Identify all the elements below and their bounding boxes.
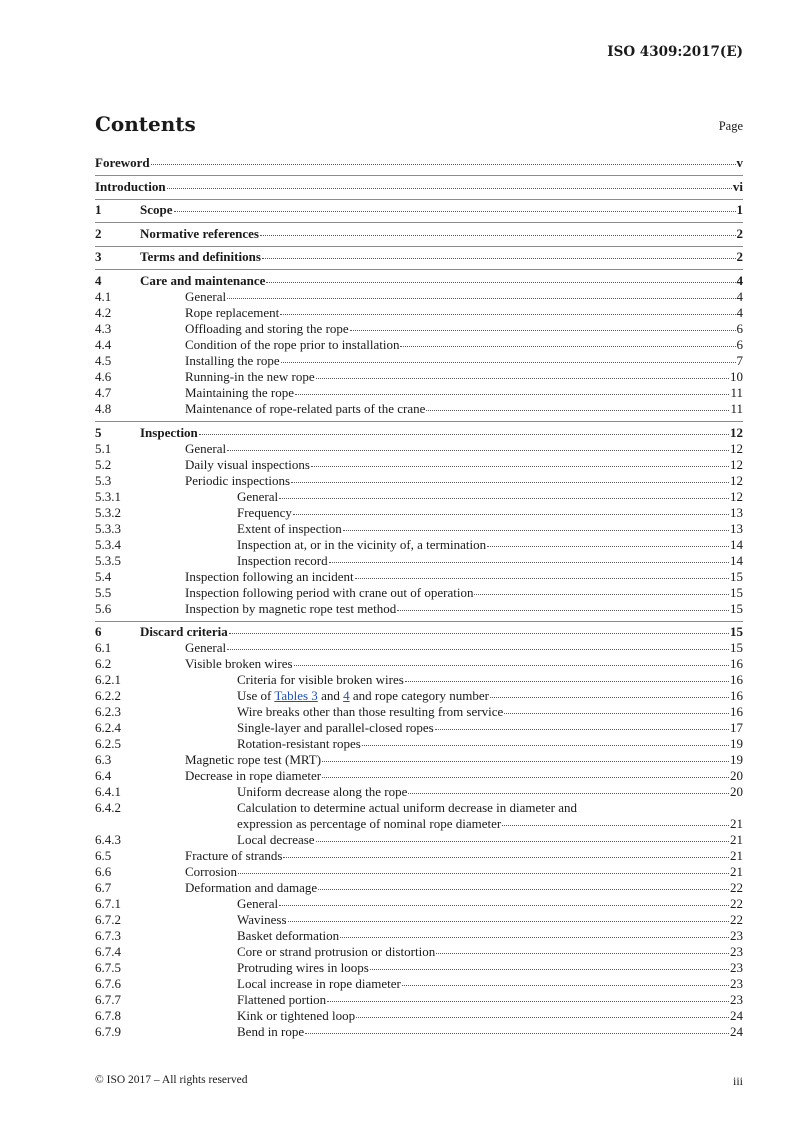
toc-entry-number: 5.3.4	[95, 536, 121, 552]
dot-leader	[266, 282, 735, 283]
toc-entry[interactable]	[95, 369, 743, 385]
toc-entry[interactable]	[95, 704, 743, 720]
toc-entry-page: 15	[730, 640, 743, 656]
dot-leader	[316, 378, 729, 379]
toc-entry-title: Maintenance of rope-related parts of the crane	[185, 400, 426, 416]
toc-entry-title: General	[237, 896, 279, 912]
toc-entry-page: 12	[730, 488, 743, 504]
toc-entry-page: 15	[730, 600, 743, 616]
dot-leader	[436, 953, 729, 954]
toc-entry-page: 14	[730, 552, 743, 568]
dot-leader	[167, 188, 732, 189]
toc-entry-number: 2	[95, 225, 102, 241]
toc-entry-title: Basket deformation	[237, 928, 340, 944]
toc-entry-number: 6.7.3	[95, 928, 121, 944]
toc-section-entry[interactable]	[95, 425, 743, 441]
dot-leader	[262, 258, 736, 259]
toc-entry-title: Protruding wires in loops	[237, 960, 369, 976]
toc-entry-number: 6.7.7	[95, 992, 121, 1008]
toc-entry-page: 16	[730, 656, 743, 672]
toc-entry-page: 20	[730, 784, 743, 800]
toc-entry-page: v	[736, 155, 743, 170]
toc-entry-page: 22	[730, 912, 743, 928]
toc-entry-number: 5	[95, 424, 102, 440]
dot-leader	[291, 482, 729, 483]
toc-entry-page: 23	[730, 992, 743, 1008]
toc-entry-title: Daily visual inspections	[185, 456, 310, 472]
toc-entry-number: 5.3.1	[95, 488, 121, 504]
dot-leader	[229, 633, 729, 634]
toc-entry[interactable]	[95, 992, 743, 1008]
toc-entry-page: 14	[730, 536, 743, 552]
toc-entry[interactable]	[95, 800, 743, 816]
toc-entry-page: 17	[730, 720, 743, 736]
toc-entry-title: Bend in rope	[237, 1024, 305, 1040]
toc-entry[interactable]	[95, 656, 743, 672]
toc-entry[interactable]	[95, 784, 743, 800]
toc-entry-number: 6.7.2	[95, 912, 121, 928]
toc-entry-title: Rotation-resistant ropes	[237, 736, 361, 752]
toc-entry-page: 12	[730, 424, 743, 440]
toc-entry[interactable]	[95, 752, 743, 768]
dot-leader	[355, 578, 729, 579]
toc-entry[interactable]	[95, 640, 743, 656]
toc-entry-page: 19	[730, 752, 743, 768]
dot-leader	[435, 729, 729, 730]
dot-leader	[295, 394, 729, 395]
toc-entry-title: General	[237, 488, 279, 504]
toc-entry-title: Waviness	[237, 912, 287, 928]
toc-entry-number: 6.7	[95, 880, 112, 896]
toc-entry-number: 4.7	[95, 384, 112, 400]
toc-entry[interactable]	[95, 553, 743, 569]
dot-leader	[327, 1001, 729, 1002]
toc-entry-title: Rope replacement	[185, 304, 280, 320]
toc-entry-title: Calculation to determine actual uniform decrease in diameter and	[237, 800, 578, 816]
toc-entry-title: Core or strand protrusion or distortion	[237, 944, 436, 960]
toc-entry[interactable]	[95, 441, 743, 457]
toc-entry-number: 5.1	[95, 440, 112, 456]
dot-leader	[280, 314, 735, 315]
toc-entry-page: 23	[730, 944, 743, 960]
toc-entry-number: 6.4	[95, 768, 112, 784]
toc-entry-number: 6.2.5	[95, 736, 121, 752]
toc-entry-number: 4.5	[95, 352, 112, 368]
toc-entry-title: Care and maintenance	[140, 272, 266, 288]
toc-entry-page: 15	[730, 584, 743, 600]
toc-entry[interactable]	[95, 585, 743, 601]
dot-leader	[305, 1033, 729, 1034]
toc-entry[interactable]	[95, 880, 743, 896]
dot-leader	[279, 498, 729, 499]
toc-entry-number: 4.8	[95, 400, 112, 416]
toc-entry-title: Inspection	[140, 424, 198, 440]
toc-entry-page: 21	[730, 816, 743, 832]
toc-section-entry[interactable]	[95, 155, 743, 171]
dot-leader	[356, 1017, 729, 1018]
table-4-link[interactable]: 4	[343, 688, 350, 704]
toc-entry-number: 6.2.4	[95, 720, 121, 736]
toc-entry-number: 6.1	[95, 640, 112, 656]
toc-entry-number: 6.3	[95, 752, 112, 768]
toc-entry-page: 11	[730, 400, 743, 416]
dot-leader	[318, 889, 729, 890]
toc-entry-title: Inspection at, or in the vicinity of, a termination	[237, 536, 487, 552]
toc-entry-page: 24	[730, 1008, 743, 1024]
toc-entry-page: 10	[730, 368, 743, 384]
toc-entry-number: 6	[95, 624, 102, 640]
toc-entry-title: Discard criteria	[140, 624, 228, 640]
toc-entry-number: 4.1	[95, 288, 112, 304]
toc-entry-number: 6.7.1	[95, 896, 121, 912]
toc-section-entry[interactable]	[95, 226, 743, 242]
toc-entry-number: 6.6	[95, 864, 112, 880]
dot-leader	[283, 857, 729, 858]
toc-entry-number: 6.7.6	[95, 976, 121, 992]
toc-entry-number: 4.2	[95, 304, 112, 320]
toc-entry[interactable]	[95, 353, 743, 369]
dot-leader	[174, 211, 736, 212]
toc-entry-title: Frequency	[237, 504, 292, 520]
toc-entry-title: Installing the rope	[185, 352, 280, 368]
dot-leader	[227, 450, 729, 451]
page-number: iii	[732, 1074, 743, 1088]
toc-entry-page: 23	[730, 976, 743, 992]
toc-entry-title: Fracture of strands	[185, 848, 283, 864]
toc-entry-number: 6.2.3	[95, 704, 121, 720]
toc-entry-number: 6.4.1	[95, 784, 121, 800]
toc-entry-page: 21	[730, 832, 743, 848]
toc-entry-title: Inspection record	[237, 552, 328, 568]
toc-entry-number: 6.4.2	[95, 800, 121, 816]
toc-entry-title: Deformation and damage	[185, 880, 318, 896]
toc-entry[interactable]	[95, 960, 743, 976]
toc-entry-page: 20	[730, 768, 743, 784]
dot-leader	[502, 825, 729, 826]
dot-leader	[408, 793, 729, 794]
toc-entry-title: Single-layer and parallel-closed ropes	[237, 720, 434, 736]
toc-entry-title: Maintaining the rope	[185, 384, 295, 400]
toc-entry-title: Foreword	[95, 155, 150, 170]
dot-leader	[400, 346, 735, 347]
toc-entry-page: 22	[730, 896, 743, 912]
dot-leader	[322, 761, 729, 762]
toc-entry[interactable]	[95, 864, 743, 880]
toc-entry[interactable]	[95, 928, 743, 944]
toc-entry-number: 5.3.3	[95, 520, 121, 536]
toc-entry-page: 21	[730, 864, 743, 880]
toc-entry-title: Scope	[140, 202, 173, 218]
toc-entry-title: Wire breaks other than those resulting from service	[237, 704, 504, 720]
document-id: ISO 4309:2017(E)	[607, 44, 743, 60]
dot-leader	[370, 969, 729, 970]
dot-leader	[238, 873, 729, 874]
toc-entry-title: Offloading and storing the rope	[185, 320, 349, 336]
dot-leader	[362, 745, 729, 746]
toc-entry-page: 21	[730, 848, 743, 864]
toc-entry[interactable]	[95, 768, 743, 784]
dot-leader	[316, 841, 729, 842]
toc-entry[interactable]	[95, 672, 743, 688]
dot-leader	[294, 665, 729, 666]
toc-entry-number: 5.5	[95, 584, 112, 600]
toc-entry-number: 6.7.4	[95, 944, 121, 960]
toc-entry-page: 4	[736, 272, 743, 288]
toc-entry-title: Kink or tightened loop	[237, 1008, 356, 1024]
toc-entry[interactable]	[95, 848, 743, 864]
toc-entry-page: 2	[736, 249, 743, 265]
toc-entry-title: Running-in the new rope	[185, 368, 315, 384]
toc-entry-page: 15	[730, 568, 743, 584]
toc-entry-number: 3	[95, 249, 102, 265]
toc-entry-title: Inspection following an incident	[185, 568, 354, 584]
dot-leader	[279, 905, 729, 906]
toc-entry-page: 13	[730, 520, 743, 536]
toc-entry-title: Condition of the rope prior to installation	[185, 336, 400, 352]
dot-leader	[227, 298, 735, 299]
toc-entry-page: 12	[730, 440, 743, 456]
dot-leader	[322, 777, 729, 778]
toc-entry-title: Uniform decrease along the rope	[237, 784, 408, 800]
toc-entry[interactable]	[95, 289, 743, 305]
toc-entry-number: 5.3.5	[95, 552, 121, 568]
toc-entry-number: 6.7.9	[95, 1024, 121, 1040]
toc-entry[interactable]	[95, 337, 743, 353]
toc-entry-number: 5.2	[95, 456, 112, 472]
toc-entry-page: 4	[736, 288, 743, 304]
toc-entry-page: 7	[736, 352, 743, 368]
toc-section-entry[interactable]	[95, 202, 743, 218]
toc-entry-title: Introduction	[95, 178, 166, 194]
toc-entry-page: vi	[732, 178, 743, 194]
toc-entry-title: Corrosion	[185, 864, 237, 880]
toc-entry-title: General	[185, 288, 227, 304]
toc-entry-page: 11	[730, 384, 743, 400]
dot-leader	[487, 546, 729, 547]
dot-leader	[504, 713, 729, 714]
toc-entry-number: 4.4	[95, 336, 112, 352]
dot-leader	[343, 530, 729, 531]
table-3-link[interactable]: Tables 3	[274, 688, 318, 704]
dot-leader	[199, 434, 729, 435]
toc-entry[interactable]	[95, 1008, 743, 1024]
toc-section-entry[interactable]	[95, 249, 743, 265]
dot-leader	[426, 410, 729, 411]
dot-leader	[340, 937, 729, 938]
toc-section-entry[interactable]	[95, 179, 743, 195]
toc-entry-number: 5.4	[95, 568, 112, 584]
toc-entry-number: 5.3.2	[95, 504, 121, 520]
toc-entry[interactable]	[95, 976, 743, 992]
toc-entry-number: 6.5	[95, 848, 112, 864]
toc-entry-title	[237, 688, 489, 704]
table-of-contents	[95, 155, 743, 1040]
dot-leader	[397, 610, 729, 611]
toc-entry[interactable]	[95, 688, 743, 704]
page-column-label: Page	[718, 119, 743, 133]
dot-leader	[350, 330, 736, 331]
toc-entry[interactable]	[95, 720, 743, 736]
toc-entry-number: 4.3	[95, 320, 112, 336]
toc-entry[interactable]	[95, 321, 743, 337]
toc-entry-title: Normative references	[140, 225, 259, 241]
dot-leader	[151, 164, 736, 165]
toc-entry-page: 1	[736, 202, 743, 218]
dot-leader	[293, 514, 729, 515]
dot-leader	[474, 594, 729, 595]
toc-entry-title: Flattened portion	[237, 992, 327, 1008]
toc-entry-page: 4	[736, 304, 743, 320]
toc-section-entry[interactable]	[95, 624, 743, 640]
toc-entry[interactable]	[95, 305, 743, 321]
toc-entry-page: 23	[730, 928, 743, 944]
toc-entry-page: 16	[730, 704, 743, 720]
toc-entry[interactable]	[95, 601, 743, 617]
toc-entry-title: expression as percentage of nominal rope diameter	[237, 816, 502, 832]
toc-entry-number: 4.6	[95, 368, 112, 384]
toc-entry-text: Use of	[237, 688, 275, 704]
toc-entry-number: 6.2.2	[95, 688, 121, 704]
toc-entry[interactable]	[95, 569, 743, 585]
toc-entry-title: Local decrease	[237, 832, 315, 848]
toc-entry-page: 24	[730, 1024, 743, 1040]
toc-entry-page: 15	[730, 624, 743, 640]
toc-entry-page: 23	[730, 960, 743, 976]
toc-entry-number: 6.7.8	[95, 1008, 121, 1024]
toc-entry[interactable]	[95, 521, 743, 537]
toc-entry[interactable]	[95, 896, 743, 912]
toc-entry-page: 6	[736, 336, 743, 352]
toc-entry-number: 5.3	[95, 472, 112, 488]
toc-entry-title: Periodic inspections	[185, 472, 291, 488]
toc-entry-title: Terms and definitions	[140, 249, 261, 265]
toc-entry-number: 1	[95, 202, 102, 218]
toc-entry-text: and rope category number	[349, 688, 489, 704]
dot-leader	[260, 235, 736, 236]
toc-entry-title: Local increase in rope diameter	[237, 976, 401, 992]
toc-entry[interactable]	[95, 473, 743, 489]
toc-entry[interactable]	[95, 736, 743, 752]
dot-leader	[311, 466, 729, 467]
toc-entry[interactable]	[95, 401, 743, 417]
toc-entry-page: 12	[730, 472, 743, 488]
dot-leader	[329, 562, 729, 563]
toc-entry-page: 6	[736, 320, 743, 336]
toc-entry[interactable]	[95, 1024, 743, 1040]
toc-entry[interactable]	[95, 489, 743, 505]
dot-leader	[227, 649, 729, 650]
toc-entry-title: General	[185, 640, 227, 656]
toc-entry-title: Extent of inspection	[237, 520, 342, 536]
toc-entry-page: 13	[730, 504, 743, 520]
toc-entry[interactable]	[95, 944, 743, 960]
toc-entry[interactable]	[95, 505, 743, 521]
toc-entry-page: 12	[730, 456, 743, 472]
toc-entry-title: Inspection following period with crane out of operation	[185, 584, 474, 600]
toc-entry-title: Visible broken wires	[185, 656, 293, 672]
toc-entry-title: Criteria for visible broken wires	[237, 672, 404, 688]
toc-entry-number: 5.6	[95, 600, 112, 616]
toc-entry[interactable]	[95, 832, 743, 848]
toc-entry-title: General	[185, 440, 227, 456]
toc-entry-title: Inspection by magnetic rope test method	[185, 600, 397, 616]
copyright-notice: © ISO 2017 – All rights reserved	[95, 1074, 248, 1086]
toc-entry-number: 4	[95, 272, 102, 288]
toc-entry-title: Magnetic rope test (MRT)	[185, 752, 322, 768]
dot-leader	[402, 985, 729, 986]
contents-title: Contents	[95, 112, 196, 136]
toc-entry[interactable]	[95, 385, 743, 401]
toc-entry-text: and	[317, 688, 344, 704]
toc-entry-page: 16	[730, 688, 743, 704]
toc-section-entry[interactable]	[95, 273, 743, 289]
toc-entry-number: 6.7.5	[95, 960, 121, 976]
toc-entry-page: 19	[730, 736, 743, 752]
toc-entry-number: 6.4.3	[95, 832, 121, 848]
toc-entry-number: 6.2	[95, 656, 112, 672]
dot-leader	[405, 681, 729, 682]
toc-entry[interactable]	[95, 537, 743, 553]
toc-entry[interactable]	[95, 912, 743, 928]
dot-leader	[490, 697, 729, 698]
toc-entry[interactable]	[95, 816, 743, 832]
toc-entry-page: 16	[730, 672, 743, 688]
toc-entry-page: 2	[736, 225, 743, 241]
toc-entry-page: 22	[730, 880, 743, 896]
dot-leader	[281, 362, 736, 363]
toc-entry[interactable]	[95, 457, 743, 473]
toc-entry-number: 6.2.1	[95, 672, 121, 688]
dot-leader	[288, 921, 730, 922]
toc-entry-title: Decrease in rope diameter	[185, 768, 322, 784]
